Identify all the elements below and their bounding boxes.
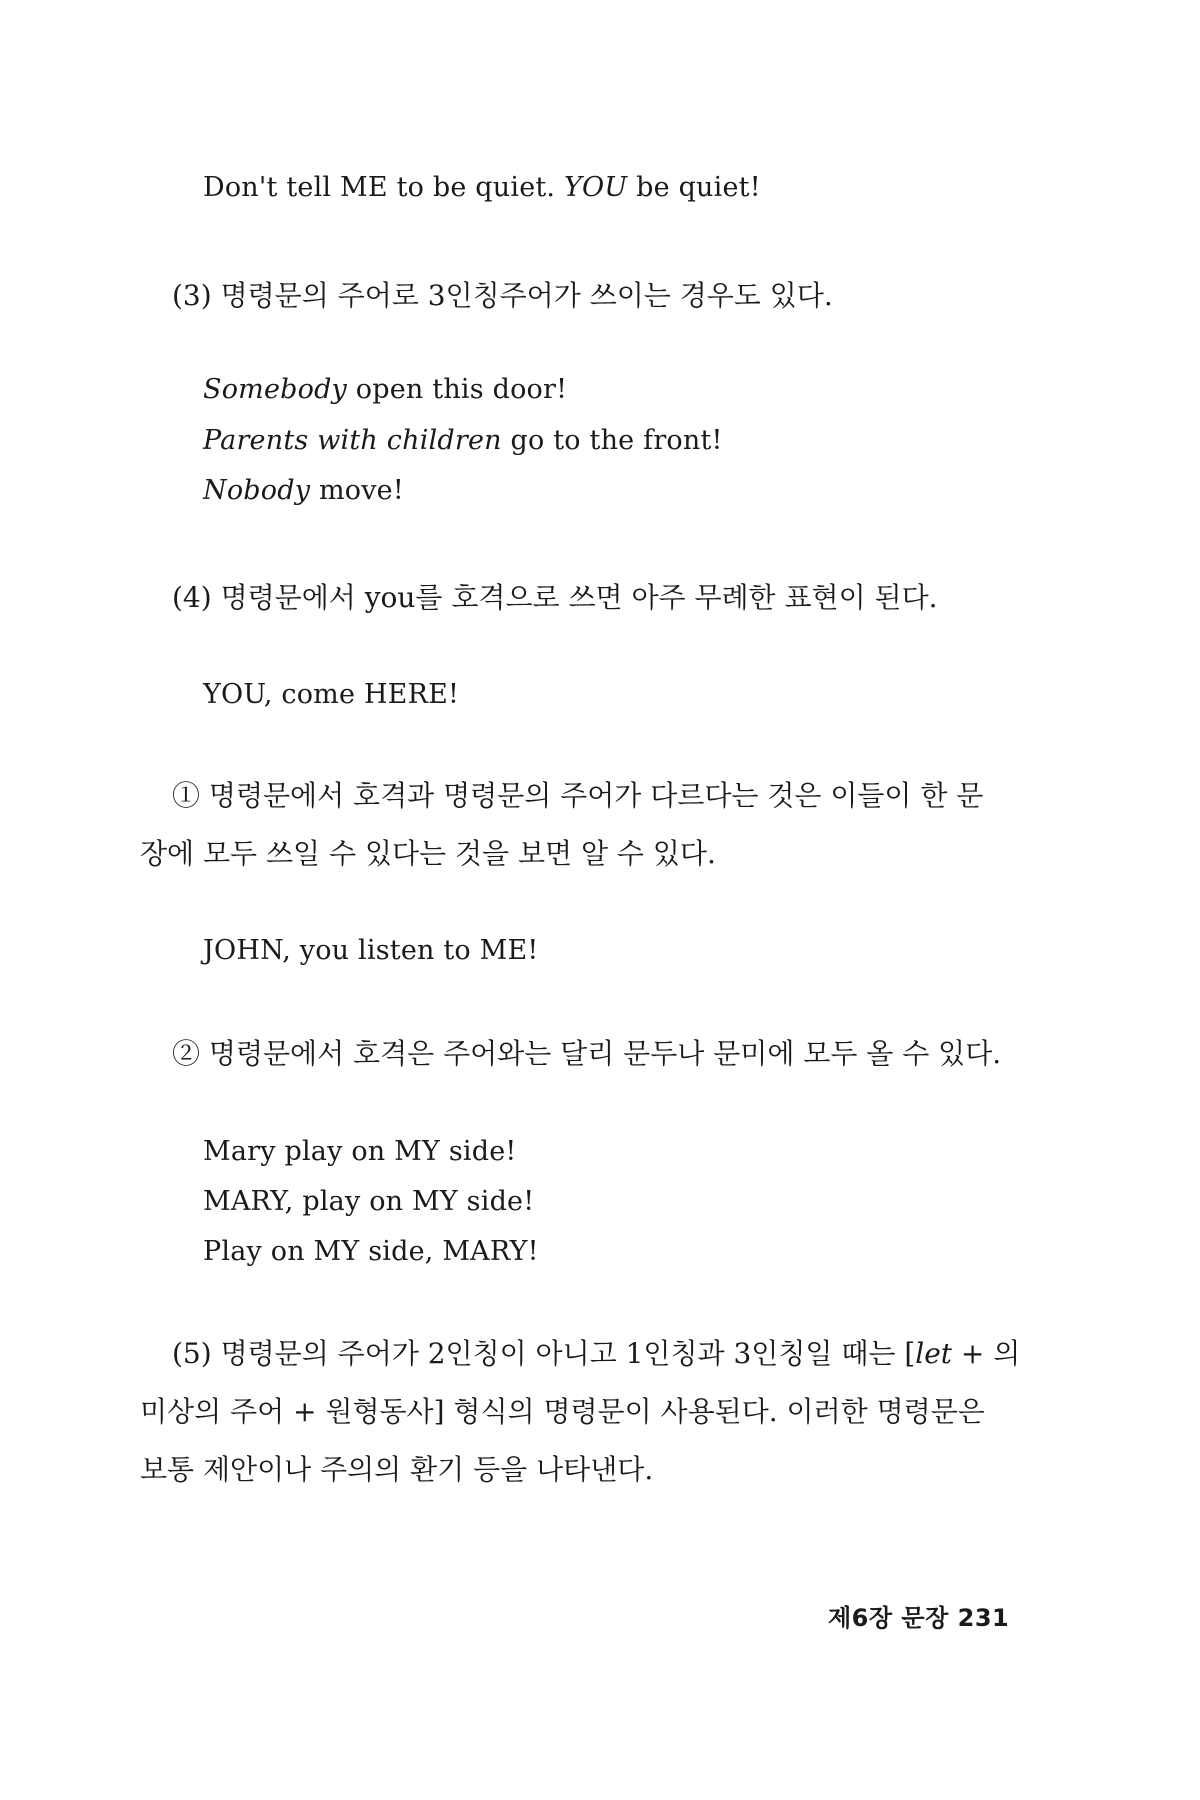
page-number: 231 bbox=[957, 1604, 1010, 1632]
example-line bbox=[203, 475, 404, 507]
example-line: Play on MY side, MARY! bbox=[203, 1236, 539, 1267]
paragraph-line: ② 명령문에서 호격은 주어와는 달리 문두나 문미에 모두 올 수 있다. bbox=[172, 1037, 1002, 1070]
example-text: be quiet! bbox=[627, 172, 761, 203]
paragraph-line: 보통 제안이나 주의의 환기 등을 나타낸다. bbox=[140, 1453, 654, 1486]
example-line: MARY, play on MY side! bbox=[203, 1186, 535, 1217]
heading-emphasis: let bbox=[915, 1337, 953, 1370]
example-emphasis: YOU bbox=[564, 172, 628, 203]
paragraph-line: 장에 모두 쓰일 수 있다는 것을 보면 알 수 있다. bbox=[140, 837, 716, 870]
chapter-label: 제6장 문장 bbox=[828, 1604, 949, 1632]
section-heading-5 bbox=[172, 1338, 1020, 1370]
page-footer bbox=[828, 1598, 1009, 1633]
example-text: open this door! bbox=[347, 374, 568, 405]
example-subject: Somebody bbox=[203, 374, 348, 405]
example-text: Don't tell ME to be quiet. bbox=[203, 172, 565, 203]
example-text: move! bbox=[310, 475, 404, 506]
example-line bbox=[203, 374, 567, 406]
paragraph-line: 미상의 주어 + 원형동사] 형식의 명령문이 사용된다. 이러한 명령문은 bbox=[140, 1395, 985, 1428]
heading-text: (5) 명령문의 주어가 2인칭이 아니고 1인칭과 3인칭일 때는 [ bbox=[172, 1337, 916, 1370]
section-heading-4: (4) 명령문에서 you를 호격으로 쓰면 아주 무례한 표현이 된다. bbox=[172, 581, 938, 614]
example-line: YOU, come HERE! bbox=[203, 679, 460, 710]
example-line bbox=[203, 425, 723, 457]
example-subject: Nobody bbox=[203, 475, 311, 506]
example-text: go to the front! bbox=[501, 425, 723, 456]
heading-text: + 의 bbox=[952, 1337, 1021, 1370]
section-heading-3: (3) 명령문의 주어로 3인칭주어가 쓰이는 경우도 있다. bbox=[172, 279, 833, 312]
paragraph-line: ① 명령문에서 호격과 명령문의 주어가 다르다는 것은 이들이 한 문 bbox=[172, 779, 984, 812]
example-line bbox=[203, 172, 761, 204]
example-line: Mary play on MY side! bbox=[203, 1136, 517, 1167]
example-subject: Parents with children bbox=[203, 425, 502, 456]
example-line: JOHN, you listen to ME! bbox=[203, 935, 539, 966]
